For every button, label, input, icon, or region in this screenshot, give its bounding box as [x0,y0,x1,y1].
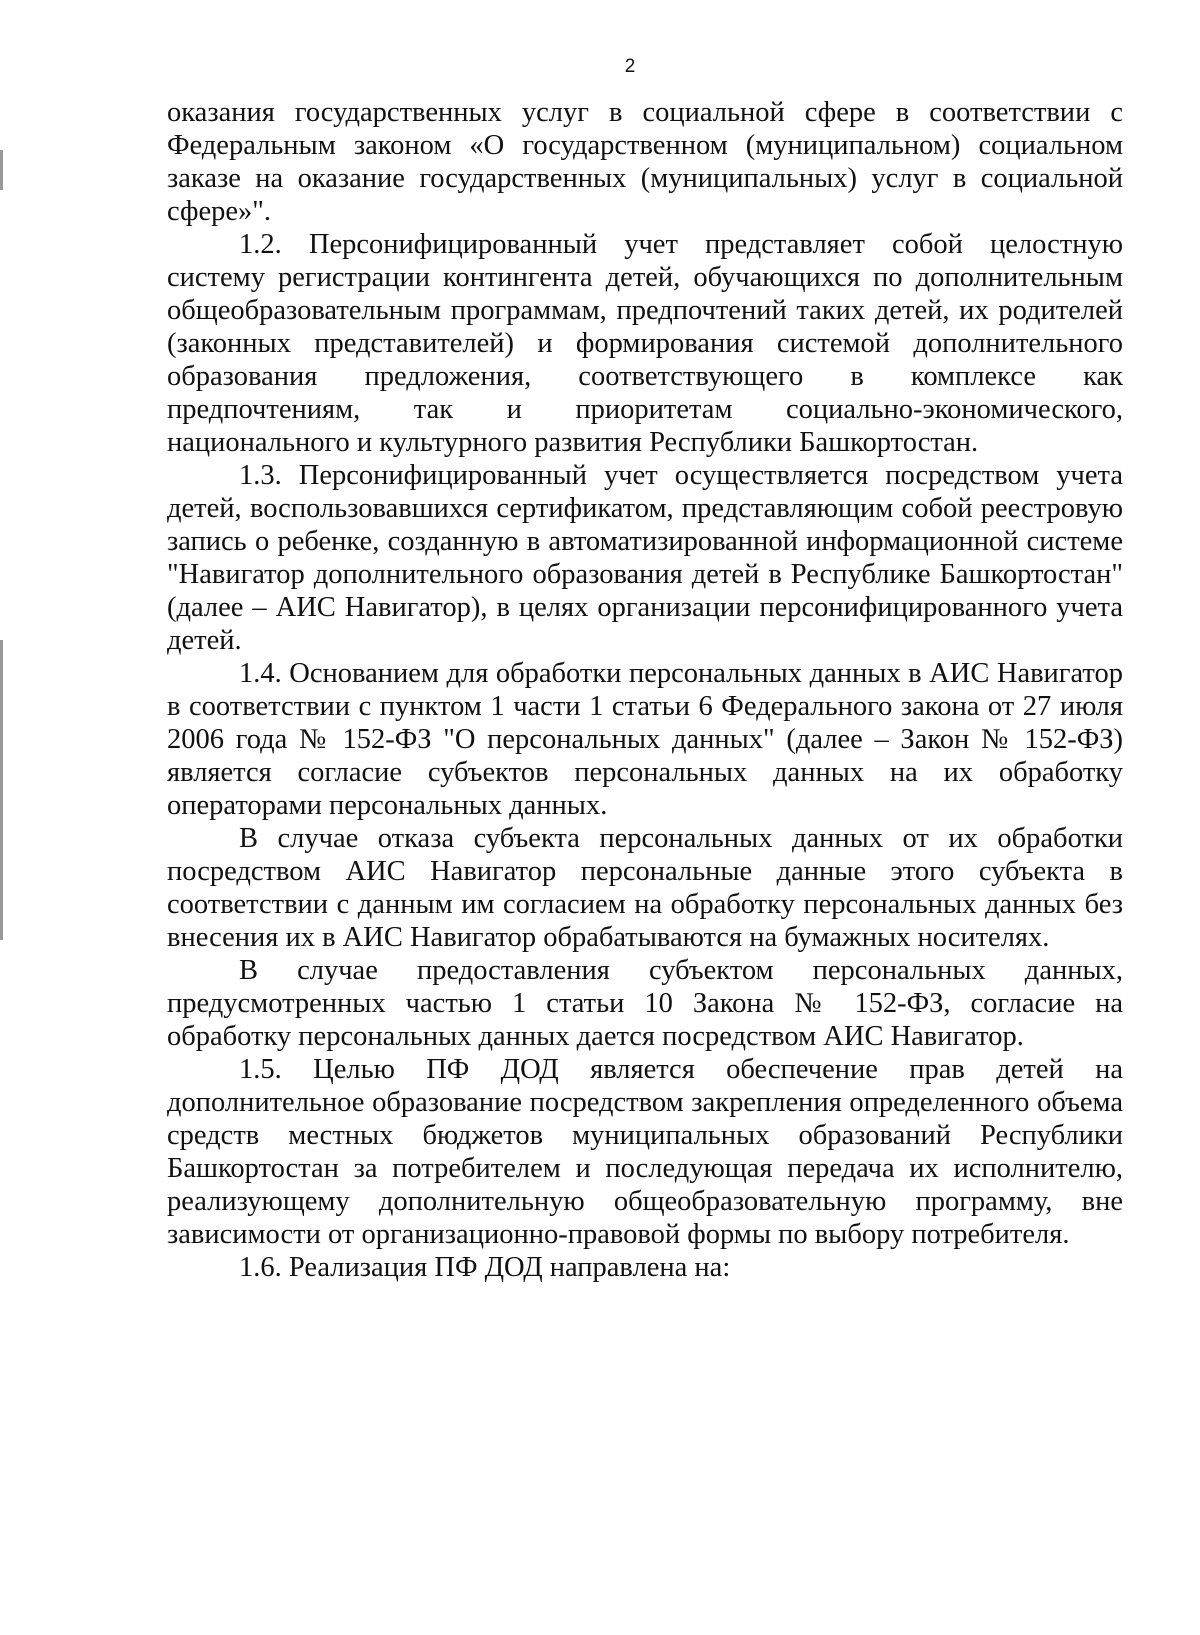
paragraph-consent: В случае предоставления субъектом персональных данных, предусмотренных частью 1 статьи 10 Закона № 152-ФЗ, согласие на обработку персональных данных дается посредством АИС Навигатор. [167,955,1123,1052]
scan-edge-mark [0,640,3,940]
document-body [167,96,1123,1284]
scan-edge-mark [0,150,3,190]
paragraph-refusal: В случае отказа субъекта персональных данных от их обработки посредством АИС Навигатор персональные данные этого субъекта в соответствии с данным им согласием на обработку персональных данных без внесения их в АИС Навигатор обрабатываются на бумажных носителях. [167,823,1123,953]
page-number: 2 [624,56,636,77]
paragraph-1-3: 1.3. Персонифицированный учет осуществляется посредством учета детей, воспользовавшихся сертификатом, представляющим собой реестровую запись о ребенке, созданную в автоматизированной информационной системе "Навигатор дополнительного образования детей в Республике Башкортостан" (далее – АИС Навигатор), в целях организации персонифицированного учета детей. [167,460,1123,656]
paragraph-1-4: 1.4. Основанием для обработки персональных данных в АИС Навигатор в соответствии с пунктом 1 части 1 статьи 6 Федерального закона от 27 июля 2006 года № 152-ФЗ "О персональных данных" (далее – Закон № 152-ФЗ) является согласие субъектов персональных данных на их обработку операторами персональных данных. [167,658,1123,821]
paragraph-continuation: оказания государственных услуг в социальной сфере в соответствии с Федеральным законом «О государственном (муниципальном) социальном заказе на оказание государственных (муниципальных) услуг в социальной сфере»". [167,97,1123,227]
paragraph-1-6: 1.6. Реализация ПФ ДОД направлена на: [239,1252,731,1283]
paragraph-1-2: 1.2. Персонифицированный учет представляет собой целостную систему регистрации контингента детей, обучающихся по дополнительным общеобразовательным программам, предпочтений таких детей, их родителей (законных представителей) и формирования системой дополнительного образования предложения, соответствующего в комплексе как предпочтениям, так и приоритетам социально-экономического, национального и культурного развития Республики Башкортостан. [167,229,1123,458]
paragraph-1-5: 1.5. Целью ПФ ДОД является обеспечение прав детей на дополнительное образование посредством закрепления определенного объема средств местных бюджетов муниципальных образований Республики Башкортостан за потребителем и последующая передача их исполнителю, реализующему дополнительную общеобразовательную программу, вне зависимости от организационно-правовой формы по выбору потребителя. [167,1054,1123,1250]
